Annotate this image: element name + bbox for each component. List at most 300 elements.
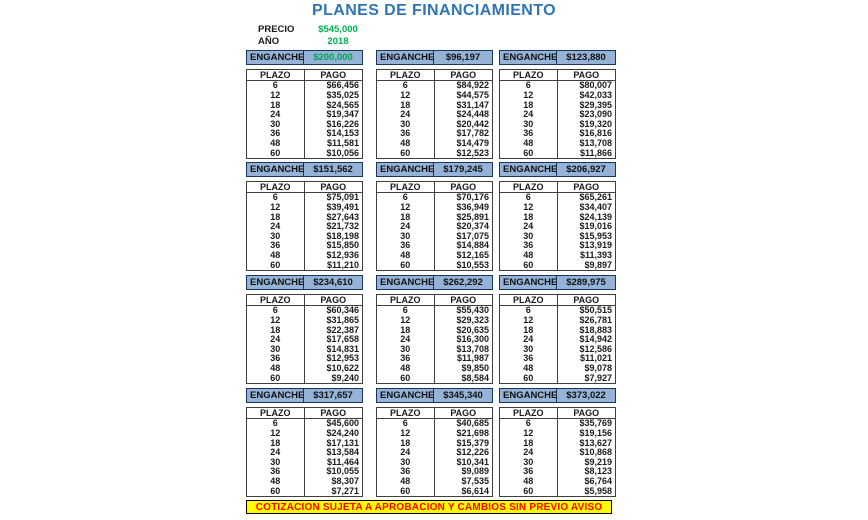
pago-value: $14,153 (326, 128, 359, 139)
financing-plan-table (246, 50, 363, 159)
plazo-value: 36 (500, 467, 558, 477)
plazo-pago-table (376, 294, 493, 384)
plazo-value: 36 (377, 241, 435, 251)
plazo-value: 60 (247, 373, 305, 383)
payment-row (500, 316, 615, 326)
pago-value: $17,131 (326, 437, 359, 448)
payment-row (500, 260, 615, 270)
plazo-value: 6 (377, 306, 435, 316)
plazo-value: 12 (500, 91, 558, 101)
pago-value: $14,942 (579, 334, 612, 345)
pago-value: $31,147 (456, 99, 489, 110)
pago-value: $9,240 (331, 372, 359, 383)
pago-value: $70,176 (456, 192, 489, 203)
pago-column-header: PAGO (450, 294, 477, 305)
pago-value: $12,586 (579, 343, 612, 354)
pago-value: $19,156 (579, 427, 612, 438)
pago-value: $13,708 (579, 138, 612, 149)
enganche-label: ENGANCHE (377, 163, 434, 176)
enganche-amount: $179,245 (443, 164, 483, 175)
plazo-value: 48 (247, 251, 305, 261)
plazo-pago-table (376, 69, 493, 159)
enganche-header (376, 162, 493, 177)
disclaimer-banner: COTIZACION SUJETA A APROBACION Y CAMBIOS SIN PREVIO AVISO (246, 500, 612, 514)
pago-column-header: PAGO (320, 407, 347, 418)
ano-label: AÑO (258, 35, 280, 47)
payment-row (377, 148, 492, 158)
plazo-value: 60 (247, 486, 305, 496)
plazo-value: 60 (500, 373, 558, 383)
plazo-value: 36 (247, 241, 305, 251)
enganche-header (246, 162, 363, 177)
pago-value: $50,515 (579, 305, 612, 316)
payment-row (247, 429, 362, 439)
plazo-value: 24 (500, 110, 558, 120)
plazo-value: 12 (247, 91, 305, 101)
pago-value: $13,584 (326, 447, 359, 458)
enganche-header (376, 275, 493, 290)
pago-value: $20,442 (456, 118, 489, 129)
plazo-value: 60 (377, 486, 435, 496)
pago-value: $40,685 (456, 418, 489, 429)
financing-plan-table (246, 275, 363, 384)
pago-value: $14,884 (456, 240, 489, 251)
pago-value: $35,769 (579, 418, 612, 429)
payment-row (377, 91, 492, 101)
pago-value: $27,643 (326, 211, 359, 222)
pago-value: $10,055 (326, 466, 359, 477)
pago-value: $26,781 (579, 314, 612, 325)
plazo-value: 30 (500, 232, 558, 242)
pago-value: $34,407 (579, 201, 612, 212)
pago-value: $9,219 (584, 456, 612, 467)
plazo-value: 48 (500, 477, 558, 487)
enganche-amount: $234,610 (313, 277, 353, 288)
enganche-label: ENGANCHE (377, 276, 434, 289)
enganche-header (246, 50, 363, 65)
plazo-value: 48 (377, 477, 435, 487)
plazo-pago-table (246, 407, 363, 497)
plazo-value: 6 (247, 193, 305, 203)
pago-value: $12,226 (456, 447, 489, 458)
payment-row (247, 139, 362, 149)
payment-row (377, 260, 492, 270)
financing-plan-table (376, 388, 493, 497)
plazo-value: 36 (500, 241, 558, 251)
precio-value: $545,000 (318, 23, 358, 35)
pago-value: $80,007 (579, 80, 612, 91)
pago-value: $12,936 (326, 250, 359, 261)
plazo-value: 18 (377, 325, 435, 335)
plazo-value: 12 (247, 429, 305, 439)
pago-value: $8,584 (461, 372, 489, 383)
plazo-pago-table (499, 407, 616, 497)
plazo-value: 6 (377, 81, 435, 91)
plazo-column-header: PLAZO (377, 408, 435, 418)
pago-column-header: PAGO (573, 407, 600, 418)
plazo-column-header: PLAZO (377, 182, 435, 192)
plazo-column-header: PLAZO (500, 408, 558, 418)
precio-label: PRECIO (258, 23, 295, 35)
enganche-label: ENGANCHE (247, 389, 304, 402)
pago-column-header: PAGO (320, 69, 347, 80)
enganche-label: ENGANCHE (247, 276, 304, 289)
pago-value: $21,732 (326, 221, 359, 232)
plazo-value: 30 (247, 458, 305, 468)
pago-value: $25,891 (456, 211, 489, 222)
payment-row (247, 477, 362, 487)
plazo-value: 12 (377, 203, 435, 213)
plazo-pago-table (499, 294, 616, 384)
enganche-amount: $96,197 (445, 52, 481, 63)
pago-value: $15,953 (579, 230, 612, 241)
pago-value: $20,374 (456, 221, 489, 232)
pago-value: $19,320 (579, 118, 612, 129)
plazo-value: 12 (377, 91, 435, 101)
pago-value: $9,078 (584, 363, 612, 374)
pago-value: $8,307 (331, 476, 359, 487)
pago-value: $11,987 (456, 353, 489, 364)
payment-row (500, 373, 615, 383)
pago-value: $84,922 (456, 80, 489, 91)
plazo-value: 48 (500, 251, 558, 261)
pago-value: $7,535 (461, 476, 489, 487)
plazo-value: 24 (247, 222, 305, 232)
payment-row (500, 251, 615, 261)
plazo-value: 18 (500, 438, 558, 448)
payment-row (377, 364, 492, 374)
payment-row (247, 203, 362, 213)
enganche-label: ENGANCHE (500, 51, 557, 64)
plazo-value: 24 (247, 448, 305, 458)
financing-plan-table (499, 50, 616, 159)
payment-row (500, 364, 615, 374)
plazo-value: 6 (377, 193, 435, 203)
plazo-value: 12 (500, 203, 558, 213)
plazo-pago-table (246, 294, 363, 384)
plazo-value: 12 (247, 203, 305, 213)
plazo-value: 6 (500, 419, 558, 429)
plazo-column-header: PLAZO (377, 295, 435, 305)
plazo-value: 60 (247, 148, 305, 158)
pago-value: $36,949 (456, 201, 489, 212)
payment-row (500, 486, 615, 496)
enganche-label: ENGANCHE (377, 389, 434, 402)
pago-value: $19,347 (326, 109, 359, 120)
pago-value: $75,091 (326, 192, 359, 203)
pago-value: $10,056 (326, 147, 359, 158)
plazo-column-header: PLAZO (247, 182, 305, 192)
plazo-value: 60 (377, 260, 435, 270)
plazo-value: 6 (247, 419, 305, 429)
pago-column-header: PAGO (450, 69, 477, 80)
pago-value: $29,323 (456, 314, 489, 325)
payment-row (247, 316, 362, 326)
payment-row (377, 203, 492, 213)
price-year-block (258, 23, 360, 47)
enganche-amount: $289,975 (566, 277, 606, 288)
plazo-pago-table (376, 181, 493, 271)
plazo-value: 60 (377, 148, 435, 158)
payment-row (377, 373, 492, 383)
pago-value: $44,575 (456, 89, 489, 100)
plazo-value: 60 (500, 486, 558, 496)
plazo-value: 18 (500, 325, 558, 335)
enganche-amount: $200,000 (313, 52, 353, 63)
pago-value: $24,139 (579, 211, 612, 222)
plazo-value: 6 (247, 81, 305, 91)
enganche-amount: $123,880 (566, 52, 606, 63)
page-title: PLANES DE FINANCIAMIENTO (312, 2, 556, 19)
plazo-value: 36 (377, 354, 435, 364)
pago-value: $60,346 (326, 305, 359, 316)
plazo-value: 18 (247, 325, 305, 335)
plazo-value: 30 (247, 345, 305, 355)
pago-value: $12,165 (456, 250, 489, 261)
plazo-value: 48 (500, 139, 558, 149)
plazo-column-header: PLAZO (377, 70, 435, 80)
payment-row (247, 91, 362, 101)
plazo-value: 24 (377, 335, 435, 345)
pago-value: $7,927 (584, 372, 612, 383)
plazo-value: 18 (377, 100, 435, 110)
financing-plan-table (499, 275, 616, 384)
enganche-header (376, 50, 493, 65)
pago-value: $9,850 (461, 363, 489, 374)
enganche-header (499, 50, 616, 65)
pago-value: $15,379 (456, 437, 489, 448)
plazo-value: 30 (377, 120, 435, 130)
pago-value: $66,456 (326, 80, 359, 91)
plazo-pago-table (499, 69, 616, 159)
pago-value: $31,865 (326, 314, 359, 325)
pago-value: $11,210 (326, 259, 359, 270)
pago-value: $14,479 (456, 138, 489, 149)
pago-value: $20,635 (456, 324, 489, 335)
plazo-pago-table (246, 69, 363, 159)
enganche-header (246, 388, 363, 403)
plazo-column-header: PLAZO (500, 295, 558, 305)
pago-value: $16,816 (579, 128, 612, 139)
financing-plan-table (376, 162, 493, 271)
enganche-amount: $373,022 (566, 390, 606, 401)
pago-column-header: PAGO (573, 294, 600, 305)
pago-value: $65,261 (579, 192, 612, 203)
pago-value: $13,708 (456, 343, 489, 354)
plazo-value: 48 (377, 364, 435, 374)
payment-row (377, 251, 492, 261)
plazo-value: 12 (377, 316, 435, 326)
financing-plan-table (246, 388, 363, 497)
plazo-value: 60 (247, 260, 305, 270)
pago-value: $17,658 (326, 334, 359, 345)
plazo-value: 18 (247, 438, 305, 448)
plazo-value: 6 (500, 81, 558, 91)
pago-value: $16,226 (326, 118, 359, 129)
plazo-value: 12 (377, 429, 435, 439)
enganche-header (499, 388, 616, 403)
ano-row (258, 35, 360, 47)
plazo-value: 18 (377, 438, 435, 448)
plazo-value: 36 (247, 354, 305, 364)
enganche-header (499, 275, 616, 290)
financing-plan-table (499, 162, 616, 271)
pago-value: $16,300 (456, 334, 489, 345)
plazo-value: 24 (247, 110, 305, 120)
pago-value: $10,622 (326, 363, 359, 374)
pago-value: $11,581 (326, 138, 359, 149)
enganche-label: ENGANCHE (500, 163, 557, 176)
plazo-value: 24 (500, 335, 558, 345)
pago-column-header: PAGO (320, 181, 347, 192)
plazo-column-header: PLAZO (500, 182, 558, 192)
plazo-column-header: PLAZO (247, 70, 305, 80)
plazo-value: 24 (247, 335, 305, 345)
pago-value: $10,341 (456, 456, 489, 467)
pago-value: $29,395 (579, 99, 612, 110)
plazo-value: 36 (500, 129, 558, 139)
plazo-value: 36 (247, 129, 305, 139)
pago-value: $7,271 (331, 485, 359, 496)
pago-value: $12,523 (456, 147, 489, 158)
pago-column-header: PAGO (320, 294, 347, 305)
plazo-pago-table (499, 181, 616, 271)
pago-value: $12,953 (326, 353, 359, 364)
payment-row (377, 139, 492, 149)
pago-value: $24,448 (456, 109, 489, 120)
pago-value: $10,868 (579, 447, 612, 458)
pago-value: $11,393 (579, 250, 612, 261)
plazo-pago-table (246, 181, 363, 271)
plazo-value: 36 (500, 354, 558, 364)
plazo-value: 24 (377, 110, 435, 120)
payment-row (377, 429, 492, 439)
enganche-amount: $317,657 (313, 390, 353, 401)
enganche-label: ENGANCHE (500, 276, 557, 289)
pago-value: $9,897 (584, 259, 612, 270)
enganche-label: ENGANCHE (500, 389, 557, 402)
pago-value: $5,958 (584, 485, 612, 496)
enganche-header (246, 275, 363, 290)
pago-value: $9,089 (461, 466, 489, 477)
payment-row (500, 203, 615, 213)
pago-value: $13,919 (579, 240, 612, 251)
enganche-amount: $345,340 (443, 390, 483, 401)
enganche-header (499, 162, 616, 177)
plazo-pago-table (376, 407, 493, 497)
payment-row (247, 260, 362, 270)
pago-value: $8,123 (584, 466, 612, 477)
plazo-value: 12 (500, 429, 558, 439)
plazo-value: 30 (247, 120, 305, 130)
plazo-value: 30 (500, 458, 558, 468)
pago-value: $13,627 (579, 437, 612, 448)
pago-value: $42,033 (579, 89, 612, 100)
plazo-value: 6 (247, 306, 305, 316)
plazo-value: 60 (500, 148, 558, 158)
pago-column-header: PAGO (573, 69, 600, 80)
plazo-value: 36 (247, 467, 305, 477)
plazo-value: 24 (500, 448, 558, 458)
enganche-label: ENGANCHE (247, 51, 304, 64)
payment-row (500, 148, 615, 158)
payment-row (247, 486, 362, 496)
plazo-value: 36 (377, 467, 435, 477)
payment-row (500, 139, 615, 149)
plazo-value: 60 (500, 260, 558, 270)
pago-value: $23,090 (579, 109, 612, 120)
pago-value: $14,831 (326, 343, 359, 354)
payment-row (247, 364, 362, 374)
pago-value: $18,883 (579, 324, 612, 335)
pago-value: $11,866 (579, 147, 612, 158)
pago-value: $15,850 (326, 240, 359, 251)
enganche-amount: $206,927 (566, 164, 606, 175)
enganche-header (376, 388, 493, 403)
plazo-value: 18 (377, 212, 435, 222)
plazo-value: 30 (247, 232, 305, 242)
pago-value: $6,764 (584, 476, 612, 487)
plazo-value: 30 (500, 120, 558, 130)
payment-row (377, 477, 492, 487)
plazo-value: 48 (247, 139, 305, 149)
enganche-label: ENGANCHE (377, 51, 434, 64)
plazo-column-header: PLAZO (247, 408, 305, 418)
plazo-value: 30 (500, 345, 558, 355)
pago-column-header: PAGO (450, 407, 477, 418)
pago-value: $11,464 (326, 456, 359, 467)
payment-row (500, 477, 615, 487)
plazo-value: 36 (377, 129, 435, 139)
plazo-value: 24 (377, 448, 435, 458)
payment-row (500, 429, 615, 439)
financing-plan-table (246, 162, 363, 271)
pago-value: $11,021 (579, 353, 612, 364)
pago-value: $45,600 (326, 418, 359, 429)
precio-row (258, 23, 360, 35)
plazo-value: 48 (247, 477, 305, 487)
enganche-amount: $151,562 (313, 164, 353, 175)
pago-value: $10,553 (456, 259, 489, 270)
plazo-value: 18 (500, 100, 558, 110)
pago-value: $39,491 (326, 201, 359, 212)
plazo-value: 6 (500, 306, 558, 316)
payment-row (377, 316, 492, 326)
plazo-value: 48 (377, 139, 435, 149)
pago-value: $24,240 (326, 427, 359, 438)
financing-plan-table (376, 275, 493, 384)
plazo-value: 12 (247, 316, 305, 326)
plazo-value: 24 (377, 222, 435, 232)
plazo-value: 6 (500, 193, 558, 203)
plazo-value: 30 (377, 458, 435, 468)
financing-plan-table (376, 50, 493, 159)
plazo-value: 24 (500, 222, 558, 232)
enganche-amount: $262,292 (443, 277, 483, 288)
pago-column-header: PAGO (450, 181, 477, 192)
plazo-value: 18 (500, 212, 558, 222)
pago-value: $6,614 (461, 485, 489, 496)
plazo-value: 48 (247, 364, 305, 374)
plazo-value: 60 (377, 373, 435, 383)
plazo-value: 48 (377, 251, 435, 261)
plazo-value: 12 (500, 316, 558, 326)
payment-row (247, 148, 362, 158)
plazo-column-header: PLAZO (247, 295, 305, 305)
pago-value: $17,782 (456, 128, 489, 139)
plazo-value: 30 (377, 345, 435, 355)
pago-value: $19,016 (579, 221, 612, 232)
